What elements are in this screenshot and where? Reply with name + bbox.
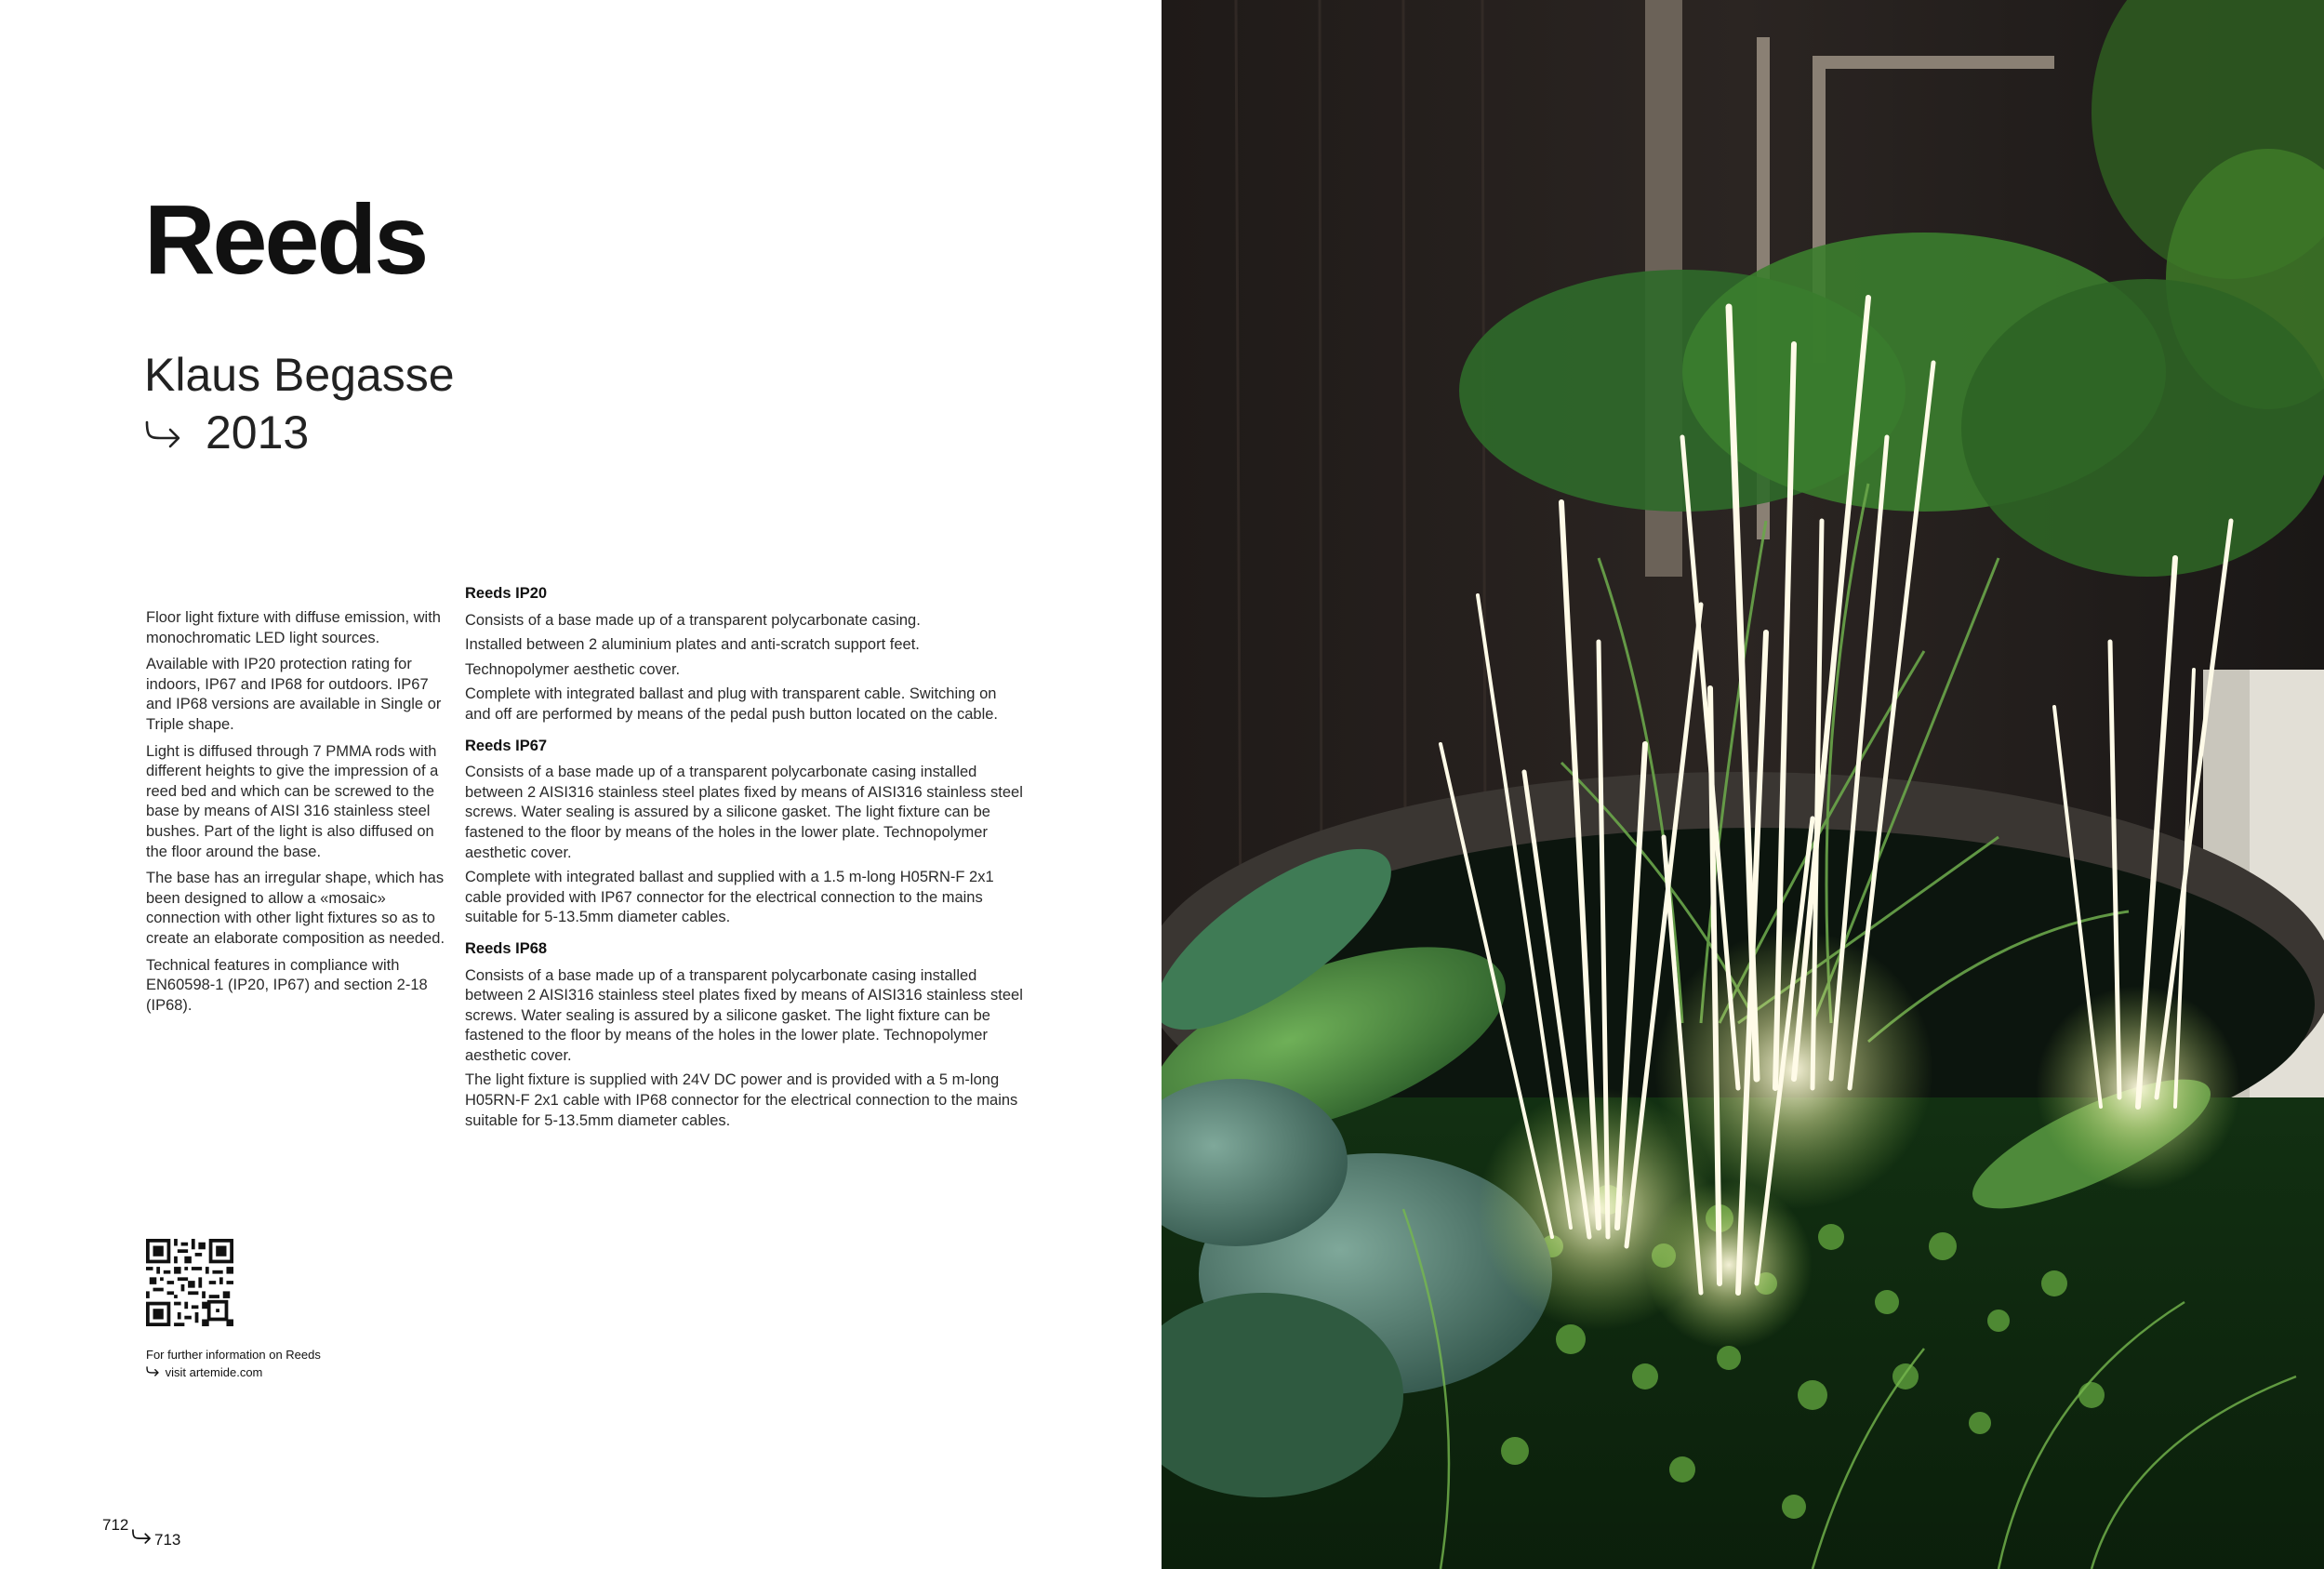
version-paragraph: Consists of a base made up of a transparent polycarbonate casing. <box>465 611 921 629</box>
version-paragraph: Installed between 2 aluminium plates and anti-scratch support feet. <box>465 636 920 654</box>
visit-link-line[interactable] <box>146 1363 321 1381</box>
further-info <box>146 1346 321 1381</box>
version-paragraph: Consists of a base made up of a transparent polycarbonate casing installed between 2 AISI316 stainless steel plates fixed by means of AISI316 stainless steel screws. Water sealing is assured by a silicone gasket. The light fixture can be fastened to the floor by means of the holes in the lower plate. Technopolymer aesthetic cover. <box>465 764 1023 861</box>
version-heading: Reeds IP68 <box>465 939 548 957</box>
further-info-text: For further information on Reeds <box>146 1348 321 1362</box>
version-paragraph: Complete with integrated ballast and supplied with a 1.5 m-long H05RN-F 2x1 cable provided with IP67 connector for the electrical connection to the mains suitable for 5-13.5mm diameter cables. <box>465 869 994 926</box>
description-paragraph: Floor light fixture with diffuse emission, with monochromatic LED light sources. <box>146 609 441 646</box>
version-ip68 <box>465 939 1023 1131</box>
description-paragraph: The base has an irregular shape, which has been designed to allow a «mosaic» connection with other light fixtures so as to create an elaborate composition as needed. <box>146 870 445 947</box>
description-paragraph: Available with IP20 protection rating for indoors, IP67 and IP68 for outdoors. IP67 and IP68 versions are available in Single or Triple shape. <box>146 656 442 733</box>
version-paragraph: Consists of a base made up of a transparent polycarbonate casing installed between 2 AISI316 stainless steel plates fixed by means of AISI316 stainless steel screws. Water sealing is assured by a silicone gasket. The light fixture can be fastened to the floor by means of the holes in the lower plate. Technopolymer aesthetic cover. <box>465 966 1023 1064</box>
page-number-right: 713 <box>154 1531 181 1549</box>
page-number-left: 712 <box>102 1516 129 1534</box>
design-year: 2013 <box>206 406 310 459</box>
product-photo <box>1162 0 2324 1569</box>
version-heading: Reeds IP20 <box>465 585 548 602</box>
version-paragraph: Technopolymer aesthetic cover. <box>465 660 681 678</box>
hook-arrow-icon <box>146 1365 163 1379</box>
product-title: Reeds <box>144 185 427 295</box>
version-paragraph: The light fixture is supplied with 24V DC power and is provided with a 5 m-long H05RN-F 2x1 cable with IP68 connector for the electrical connection to the mains suitable for 5-13.5mm diameter cables. <box>465 1071 1018 1129</box>
year-line <box>144 406 310 459</box>
description-paragraph: Light is diffused through 7 PMMA rods with different heights to give the impression of a reed bed and which can be screwed to the base by means of AISI 316 stainless steel bushes. Part of the light is also diffused on the floor around the base. <box>146 742 439 860</box>
versions-column <box>465 584 1023 1142</box>
description-column <box>146 608 453 1022</box>
version-ip20 <box>465 584 1023 725</box>
description-paragraph: Technical features in compliance with EN60598-1 (IP20, IP67) and section 2-18 (IP68). <box>146 956 428 1014</box>
visit-link[interactable]: visit artemide.com <box>165 1365 263 1379</box>
version-ip67 <box>465 737 1023 928</box>
qr-code-icon[interactable] <box>146 1239 233 1326</box>
designer-name: Klaus Begasse <box>144 349 455 401</box>
reeds-garden-photo-illustration <box>1162 0 2324 1569</box>
hook-arrow-icon <box>144 409 181 456</box>
hook-arrow-icon <box>131 1529 152 1549</box>
version-heading: Reeds IP67 <box>465 737 548 754</box>
version-paragraph: Complete with integrated ballast and plug with transparent cable. Switching on and off are performed by means of the pedal push button located on the cable. <box>465 685 999 723</box>
